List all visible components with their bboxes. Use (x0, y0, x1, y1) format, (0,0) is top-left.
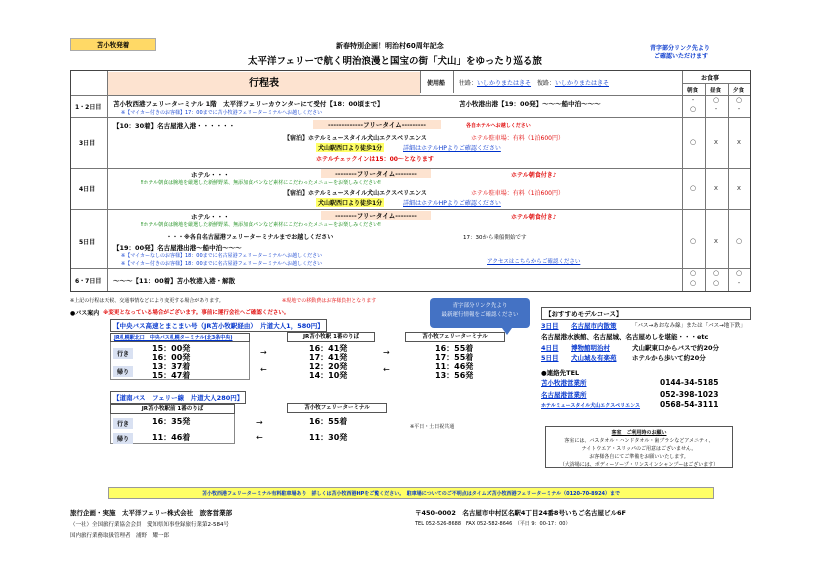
company-line3: 国内旅行業務取扱管理者 浦野 耀一郎 (70, 533, 170, 539)
bus2-time: 16：35発 (152, 417, 191, 426)
row3-hotel-note: 各自ホテルへお越しください (466, 123, 531, 129)
bus2-title[interactable]: 【道南バス フェリー線 片道大人280円】 (110, 391, 246, 404)
row5-hotel-start: ホテル・・・ (191, 213, 230, 221)
ship-label: 使用船 (427, 80, 446, 87)
meal-mark: - (691, 96, 695, 104)
row4-access: 犬山駅西口より徒歩1分 (318, 200, 383, 207)
meal-lunch: 昼食 (710, 88, 722, 94)
meal-mark: - (737, 279, 741, 287)
bus1-time: 13：37着 (152, 362, 191, 371)
row5-boarding: 17：30から乗船開始です (463, 235, 527, 241)
meal-mark: ○ (689, 184, 697, 192)
top-right-note-2: ご確認いただけます (654, 53, 709, 60)
row3-free: -------------フリータイム--------- (313, 120, 441, 129)
row5-access-link[interactable]: アクセスはこちらからご確認ください (487, 259, 581, 265)
row3-line1: 【10：30着】名古屋港入港・・・・・・ (113, 122, 236, 130)
model-desc: 犬山駅東口からバスで約20分 (632, 344, 720, 352)
hotel-notice-line: お客様各自にてご準備をお願いいたします。 (589, 454, 689, 460)
model-place[interactable]: 犬山城＆有楽苑 (571, 354, 617, 362)
bus2-from: JR苫小牧駅前 1番のりば (110, 404, 235, 414)
bus2-back-label: 帰り (113, 433, 133, 444)
row5-go-terminal: ・・・※各自名古屋港フェリーターミナルまでお越しください (166, 234, 334, 241)
hotel-notice-line: ナイトウエア・スリッパのご用意はございません。 (581, 446, 697, 452)
row5-free: --------フリータイム-------- (321, 211, 431, 220)
contact-tel: 052-398-1023 (660, 390, 719, 399)
bus2-note: ※平日・土日祝共通 (410, 424, 455, 430)
model-day[interactable]: 5日目 (541, 354, 559, 362)
bus2-to: 苫小牧フェリーターミナル (287, 403, 387, 413)
itinerary-table (70, 70, 751, 292)
arrow-right-icon: → (256, 418, 263, 427)
parking-banner[interactable]: 苫小牧西港フェリーターミナル有料駐車場あり 詳しくは苫小牧西港HPをご覧ください。 駐車場についてのご不明点はタイムズ苫小牧西港フェリーターミナル（0120-70-8924）まで (108, 487, 714, 499)
row6-line1: ～～～【11：00着】苫小牧港入港・解散 (113, 277, 236, 285)
model-place[interactable]: 名古屋市内散策 (571, 322, 617, 330)
model-course-title: 【おすすめモデルコース】 (541, 307, 751, 320)
bus1-time: 11：46発 (435, 362, 474, 371)
headline-main: 太平洋フェリーで航く明治浪漫と国宝の街「犬山」をゆったり巡る旅 (248, 56, 542, 67)
bus1-time: 13：56発 (435, 371, 474, 380)
speech-line-1: 青字部分リンク先より (452, 303, 508, 309)
meal-mark: ○ (735, 269, 743, 277)
model-day[interactable]: 4日目 (541, 344, 559, 352)
bus2-time: 11：46着 (152, 433, 191, 442)
ship-return-link[interactable]: いしかりまたはきそ (554, 80, 609, 87)
arrow-left-icon: ← (383, 365, 390, 374)
bus2-time: 16：55着 (309, 417, 348, 426)
bus1-to: 苫小牧フェリーターミナル (405, 332, 505, 342)
meal-mark: - (714, 105, 718, 113)
meal-mark: ○ (712, 279, 720, 287)
meal-mark: ○ (689, 105, 697, 113)
row4-free: --------フリータイム-------- (321, 169, 431, 178)
ship-outbound-label: 往路： (459, 80, 478, 87)
meal-mark: ○ (712, 269, 720, 277)
meal-mark: ○ (689, 237, 697, 245)
bus1-time: 12：20発 (309, 362, 348, 371)
itinerary-title: 行程表 (108, 72, 420, 95)
contact-tel: 0568-54-3111 (660, 400, 719, 409)
arrow-left-icon: ← (260, 365, 267, 374)
bus1-time: 16：00発 (152, 353, 191, 362)
meal-mark: x (713, 184, 719, 192)
contact-tel: 0144-34-5185 (660, 378, 719, 387)
meal-mark: x (713, 138, 719, 146)
model-day[interactable]: 3日目 (541, 322, 559, 330)
meal-mark: ○ (735, 237, 743, 245)
day-label: 4日目 (79, 186, 96, 193)
row5-no-car: ※【マイカーなしのお客様】18：00までに名古屋港フェリーターミナルへお越しください (121, 253, 323, 259)
bus1-mid: JR苫小牧駅 1番のりば (287, 332, 375, 342)
bus1-time: 17：41発 (309, 353, 348, 362)
bus2-time: 11：30発 (309, 433, 348, 442)
bus1-from: JR札幌駅北口 中央バス札幌ターミナル(北3条中央) (110, 333, 250, 342)
arrow-left-icon: ← (256, 433, 263, 442)
day-label: 5日目 (79, 239, 96, 246)
itinerary-note: ※上記の行程は天候、交通事情などにより変更する場合があります。 (70, 298, 224, 304)
hotel-notice-line: （大浴場には、ボディーソープ・リンスインシャンプーはございます） (559, 462, 719, 468)
bus-label: ●バス案内 (70, 310, 100, 317)
day-label: 1・2日目 (75, 104, 102, 111)
row5-breakfast-note: ‼ホテル朝食は腕地を厳選した新鮮野菜、無添加食パンなど素材にこだわったメニューをお楽しみください‼ (141, 222, 381, 228)
meal-dinner: 夕食 (733, 88, 745, 94)
contact-name[interactable]: 名古屋港営業所 (541, 391, 587, 399)
meal-breakfast: 朝食 (687, 88, 699, 94)
row4-breakfast-note: ‼ホテル朝食は腕地を厳選した新鮮野菜、無添加食パンなど素材にこだわったメニューをお楽しみください‼ (141, 180, 381, 186)
contact-name[interactable]: ホテルミュースタイル犬山エクスペリエンス (541, 403, 641, 409)
model-desc: 名古屋港水族館、名古屋城、名古屋めしを堪能・・・etc (541, 333, 709, 341)
bus1-time: 16：55着 (435, 344, 474, 353)
departure-tag: 苫小牧発着 (70, 38, 156, 51)
row1-line1: 苫小牧西港フェリーターミナル 1階 太平洋フェリーカウンターにて受付【18：00頃まで】 (113, 100, 384, 108)
hotel-notice-line: 客室には、バスタオル・ハンドタオル・歯ブラシなどアメニティ、 (564, 438, 714, 444)
row5-breakfast: ホテル朝食付き♪ (511, 214, 557, 221)
bus1-time: 14：10発 (309, 371, 348, 380)
meal-mark: x (713, 237, 719, 245)
row1-line2: 苫小牧港出港【19：00発】～～～船中泊～～～ (459, 100, 601, 108)
meal-title: お食事 (701, 75, 720, 82)
bus1-time: 16：41発 (309, 344, 348, 353)
bus1-title[interactable]: 【中央バス高速とまこまい号（JR苫小牧駅経由） 片道大人1，580円】 (110, 319, 327, 332)
bus-note: ※変更となっている場合がございます。事前に運行会社へご確認ください。 (103, 310, 290, 316)
hotel-notice-box (545, 426, 733, 468)
row4-breakfast: ホテル朝食付き♪ (511, 172, 557, 179)
row5-car: ※【マイカー付きのお客様】18：00までに名古屋港フェリーターミナルへお越しください (121, 261, 323, 267)
model-desc: ホテルから歩いて約20分 (632, 354, 706, 362)
meal-mark: ○ (689, 269, 697, 277)
row3-hotel-link[interactable]: 詳細はホテルHPよりご確認ください (403, 145, 501, 152)
arrow-right-icon: → (260, 348, 267, 357)
model-desc: 「バス→あおなみ線」または「バス→地下鉄」 (632, 323, 746, 329)
meal-mark: ○ (712, 96, 720, 104)
bus1-go-label: 行き (113, 348, 133, 359)
row3-checkin: ホテルチェックインは15：00～となります (316, 156, 434, 163)
company-tel: TEL 052-526-8688 FAX 052-582-8646 （平日 9：00-17：00） (415, 521, 571, 527)
company-line1: 旅行企画・実施 太平洋フェリー株式会社 旅客営業部 (70, 509, 233, 517)
speech-line-2: 最新運行情報をご確認ください (441, 312, 519, 318)
arrow-right-icon: → (383, 348, 390, 357)
ship-return-label: 復路： (536, 80, 555, 87)
headline-sub: 新春特別企画！明治村60周年記念 (336, 42, 444, 50)
meal-mark: ○ (735, 96, 743, 104)
row3-parking: ホテル駐車場：有料（1泊600円） (471, 135, 564, 142)
meal-mark: x (736, 184, 742, 192)
meal-mark: - (737, 105, 741, 113)
row3-hotel: 【宿泊】ホテルミュースタイル犬山エクスペリエンス (284, 135, 427, 142)
bus1-time: 15：47着 (152, 371, 191, 380)
hotel-notice-title: 客室 ご利用時のお願い (611, 430, 667, 436)
meal-mark: ○ (689, 279, 697, 287)
row5-depart: 【19：00発】名古屋港出港～船中泊～～～ (113, 244, 242, 252)
contacts-title: ●連絡先TEL (541, 369, 580, 377)
meal-mark: x (736, 138, 742, 146)
day-label: 6・7日目 (75, 278, 102, 285)
bus2-go-label: 行き (113, 418, 133, 429)
bus1-back-label: 帰り (113, 366, 133, 377)
contact-name[interactable]: 苫小牧港営業所 (541, 379, 587, 387)
meal-mark: ○ (689, 138, 697, 146)
bus1-time: 17：55着 (435, 353, 474, 362)
ship-outbound-link[interactable]: いしかりまたはきそ (477, 80, 532, 87)
row4-hotel-link[interactable]: 詳細はホテルHPよりご確認ください (403, 200, 501, 207)
row1-line3: ※【マイカー付きのお客様】17：00までに苫小牧港フェリーターミナルへお越しください (121, 110, 323, 116)
row4-hotel: 【宿泊】ホテルミュースタイル犬山エクスペリエンス (284, 190, 427, 197)
company-line2: （一社）全国旅行業協会会員 愛知県知事登録旅行業第2-584号 (70, 522, 229, 528)
top-right-note-1: 青字部分リンク先より (650, 45, 710, 52)
company-address: 〒450-0002 名古屋市中村区名駅4丁目24番8号いちご名古屋ビル6F (415, 509, 626, 517)
row4-hotel-start: ホテル・・・ (191, 171, 230, 179)
local-cost-note: ※現地での移動費はお客様負担となります (282, 298, 377, 304)
link-speech-bubble (430, 298, 530, 328)
row3-access: 犬山駅西口より徒歩1分 (318, 145, 383, 152)
bus1-time: 15：00発 (152, 344, 191, 353)
day-label: 3日目 (79, 140, 96, 147)
model-place[interactable]: 博物館明治村 (571, 344, 610, 352)
row4-parking: ホテル駐車場：有料（1泊600円） (471, 190, 564, 197)
